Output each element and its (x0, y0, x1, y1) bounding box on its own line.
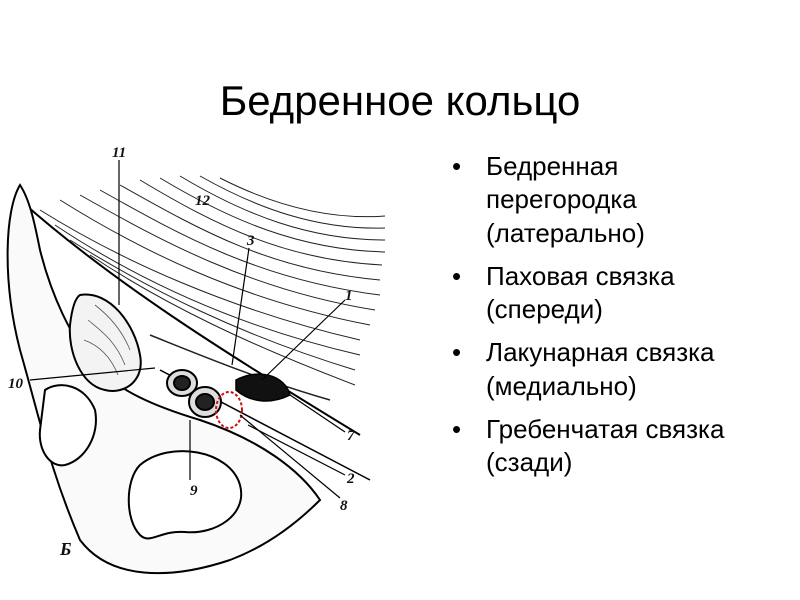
femoral-ring-marker (216, 392, 242, 428)
label-1: 1 (345, 288, 353, 304)
list-item (450, 260, 790, 327)
slide-title: Бедренное кольцо (219, 77, 581, 125)
label-9: 9 (190, 483, 198, 499)
lacunar-ligament (236, 374, 290, 401)
label-10: 10 (8, 376, 23, 392)
bullet-text: Гребенчатая связка (сзади) (486, 413, 725, 478)
label-8: 8 (340, 498, 348, 514)
bullet-dot-icon: • (452, 151, 462, 181)
label-12: 12 (195, 193, 210, 209)
list-item (450, 150, 790, 250)
label-11: 11 (112, 145, 127, 161)
panel-label: Б (60, 539, 72, 559)
bullet-dot-icon: • (452, 337, 462, 368)
bullet-dot-icon: • (452, 260, 462, 291)
femoral-ring-drawing (0, 140, 420, 600)
list-item (450, 336, 790, 403)
bullet-text: Паховая связка (спереди) (486, 260, 675, 325)
label-7: 7 (347, 428, 355, 444)
list-item (450, 413, 790, 480)
label-3: 3 (247, 233, 255, 249)
bullet-dot-icon: • (452, 413, 462, 444)
femoral-vessels (167, 370, 221, 417)
bullet-text: Лакунарная связка (медиально) (486, 337, 715, 401)
bullet-text: Бедренная перегородка (латерально) (486, 151, 645, 248)
label-2: 2 (347, 471, 355, 487)
anatomical-illustration (0, 140, 420, 600)
bullet-list (450, 150, 790, 489)
